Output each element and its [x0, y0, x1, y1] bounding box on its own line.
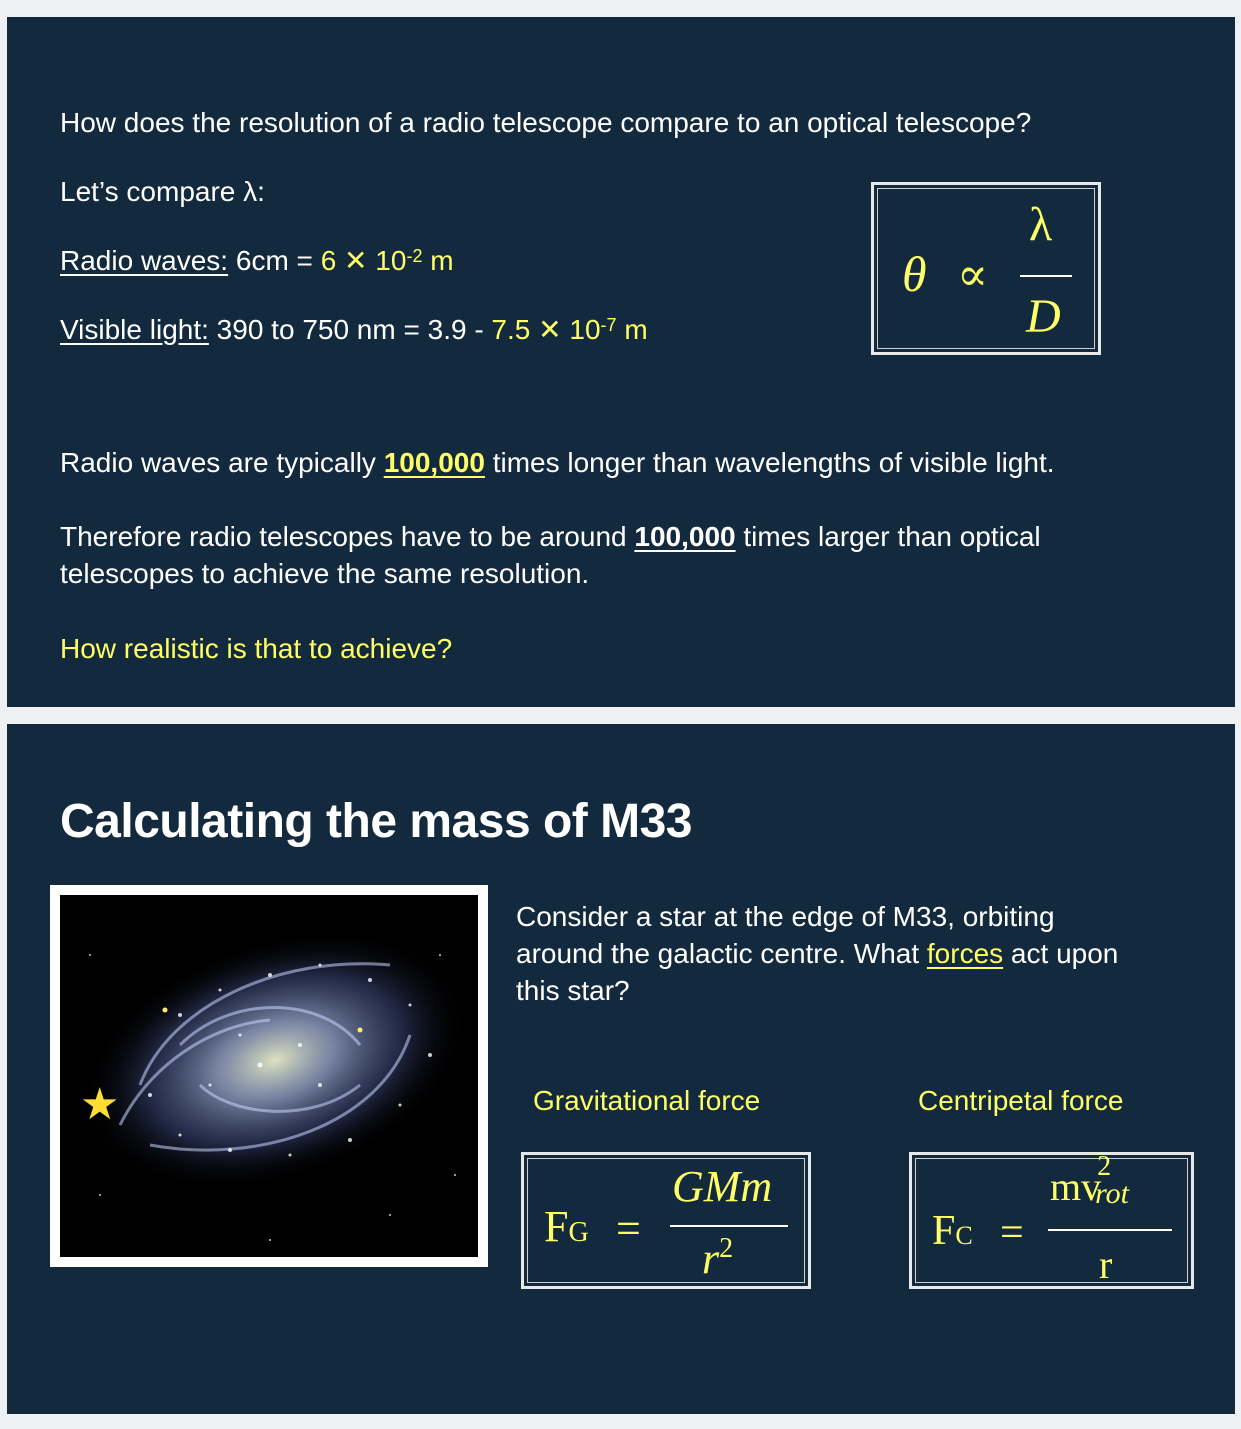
cent-equals: =: [1000, 1210, 1024, 1256]
body-line2: around the galactic centre. What forces act upon: [516, 938, 1119, 969]
visible-light-text: 390 to 750 nm = 3.9 -: [208, 314, 492, 345]
galaxy-illustration: [60, 895, 478, 1257]
formula-fraction-line: [1020, 275, 1072, 277]
compare-line: Let’s compare λ:: [60, 176, 265, 207]
slide-mass-m33: [7, 724, 1235, 1414]
grav-fraction-line: [670, 1225, 788, 1227]
gravitational-formula: [521, 1152, 811, 1289]
cent-numerator: mv 2 rot: [1050, 1151, 1130, 1210]
body-line1: Consider a star at the edge of M33, orbiting: [516, 901, 1055, 932]
centripetal-force-label: Centripetal force: [918, 1085, 1124, 1116]
grav-equals: =: [616, 1204, 641, 1253]
formula-theta: θ: [902, 246, 927, 302]
question-text: How does the resolution of a radio telescope compare to an optical telescope?: [60, 107, 1032, 138]
radio-waves-label: Radio waves:: [60, 245, 229, 276]
cent-denominator: r: [1099, 1242, 1113, 1287]
grav-denominator: $r^2$: [702, 1233, 734, 1283]
m33-galaxy-image: [50, 885, 488, 1267]
visible-light-label: Visible light:: [60, 314, 209, 345]
slide-resolution: [7, 17, 1235, 707]
radio-waves-text: 6cm =: [228, 245, 321, 276]
star-icon: ★: [80, 1079, 120, 1130]
forces-link[interactable]: forces: [926, 938, 1004, 969]
statement-larger: Therefore radio telescopes have to be around 100,000 times larger than optical: [60, 521, 1041, 552]
grav-numerator: GMm: [672, 1162, 773, 1211]
visible-light-line: [60, 311, 648, 348]
cent-lhs: FC: [932, 1208, 973, 1254]
highlight-100000-second: 100,000: [634, 521, 736, 552]
highlight-100000: 100,000: [383, 447, 485, 478]
realistic-prompt: How realistic is that to achieve?: [60, 633, 453, 664]
statement-larger-line2: telescopes to achieve the same resolution.: [60, 558, 590, 589]
grav-lhs: FG: [544, 1202, 589, 1251]
slide-title: Calculating the mass of M33: [60, 795, 692, 848]
cent-fraction-line: [1048, 1229, 1172, 1231]
formula-numerator: λ: [1029, 198, 1053, 251]
radio-waves-line: [60, 242, 454, 279]
body-line3: this star?: [516, 975, 630, 1006]
centripetal-formula: [909, 1152, 1194, 1289]
resolution-formula: [871, 182, 1101, 355]
radio-waves-value: 6 ✕ $10^{-2}$ m: [320, 245, 454, 276]
formula-denominator: D: [1026, 290, 1061, 343]
visible-light-value: 7.5 ✕ $10^{-7}$ m: [491, 314, 648, 345]
formula-propto: ∝: [957, 249, 989, 300]
statement-longer: Radio waves are typically 100,000 times longer than wavelengths of visible light.: [60, 447, 1055, 478]
gravitational-force-label: Gravitational force: [533, 1085, 761, 1116]
